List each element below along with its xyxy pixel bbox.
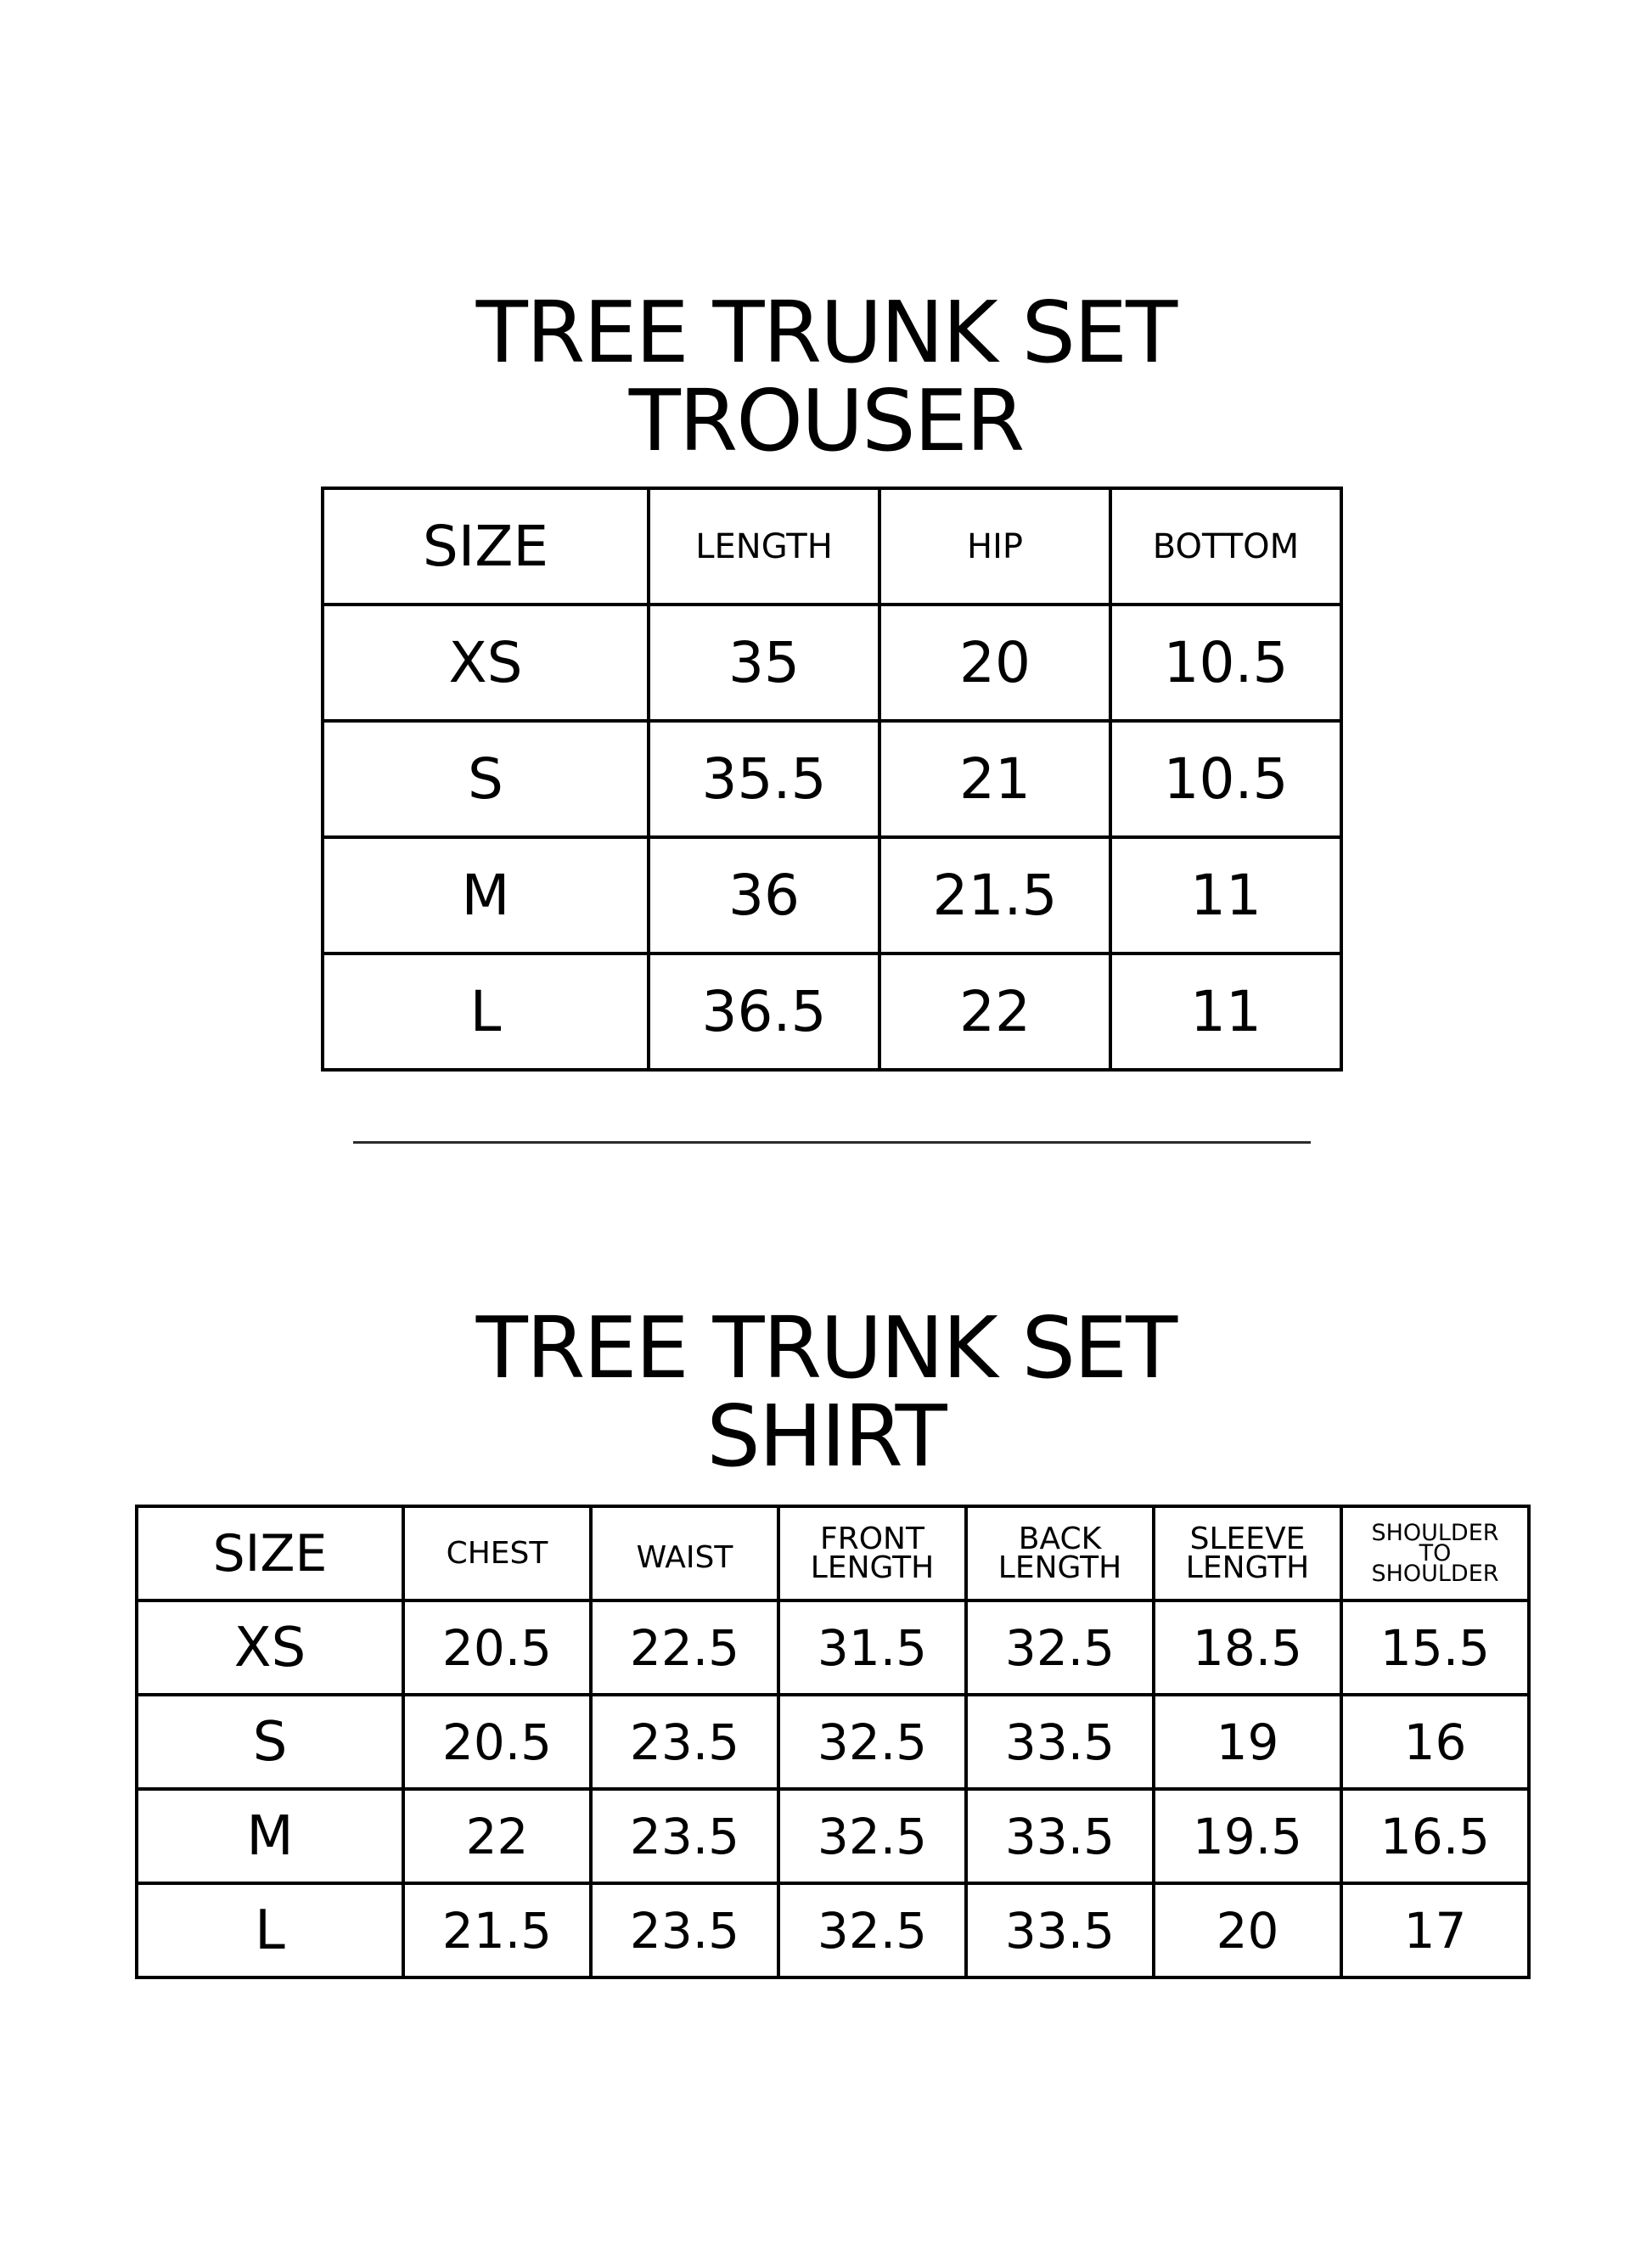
header-chest xyxy=(403,1506,591,1600)
table-row xyxy=(323,837,1341,953)
header-shoulder-line2: TO xyxy=(1419,1539,1452,1567)
header-size xyxy=(137,1506,403,1600)
size-cell: S xyxy=(137,1695,403,1789)
size-cell: S xyxy=(323,721,649,837)
shoulder-cell: 16.5 xyxy=(1341,1789,1529,1883)
header-front-length xyxy=(778,1506,966,1600)
table-row xyxy=(323,953,1341,1070)
header-front-length-line1: FRONT xyxy=(820,1521,924,1556)
size-cell: XS xyxy=(137,1600,403,1695)
table-row xyxy=(137,1695,1529,1789)
chest-cell: 22 xyxy=(403,1789,591,1883)
header-bottom: BOTTOM xyxy=(1110,488,1341,605)
shirt-size-table xyxy=(135,1505,1531,1979)
trouser-title-line2: TROUSER xyxy=(628,371,1024,470)
header-size: SIZE xyxy=(323,488,649,605)
hip-cell: 21 xyxy=(879,721,1110,837)
table-row xyxy=(137,1789,1529,1883)
header-sleeve-length-line2: LENGTH xyxy=(1185,1550,1310,1585)
shoulder-cell: 16 xyxy=(1341,1695,1529,1789)
table-row xyxy=(137,1883,1529,1977)
header-size-label: SIZE xyxy=(212,1523,328,1584)
back-length-cell: 32.5 xyxy=(966,1600,1154,1695)
header-front-length-line2: LENGTH xyxy=(810,1550,935,1585)
waist-cell: 23.5 xyxy=(591,1789,778,1883)
back-length-cell: 33.5 xyxy=(966,1883,1154,1977)
sleeve-length-cell: 20 xyxy=(1154,1883,1341,1977)
front-length-cell: 32.5 xyxy=(778,1883,966,1977)
hip-cell: 20 xyxy=(879,605,1110,721)
header-waist-label: WAIST xyxy=(636,1539,733,1575)
bottom-cell: 10.5 xyxy=(1110,721,1341,837)
size-cell: M xyxy=(137,1789,403,1883)
front-length-cell: 32.5 xyxy=(778,1789,966,1883)
size-cell: M xyxy=(323,837,649,953)
section-divider xyxy=(353,1141,1311,1144)
hip-cell: 22 xyxy=(879,953,1110,1070)
length-cell: 35.5 xyxy=(649,721,879,837)
header-sleeve-length-line1: SLEEVE xyxy=(1189,1521,1306,1556)
shoulder-cell: 15.5 xyxy=(1341,1600,1529,1695)
header-shoulder-line3: SHOULDER xyxy=(1371,1560,1499,1587)
sleeve-length-cell: 18.5 xyxy=(1154,1600,1341,1695)
table-row xyxy=(323,721,1341,837)
size-cell: L xyxy=(137,1883,403,1977)
length-cell: 35 xyxy=(649,605,879,721)
waist-cell: 23.5 xyxy=(591,1695,778,1789)
length-cell: 36 xyxy=(649,837,879,953)
table-row xyxy=(137,1600,1529,1695)
trouser-size-table xyxy=(321,487,1343,1072)
header-back-length-line2: LENGTH xyxy=(997,1550,1122,1585)
table-row xyxy=(323,605,1341,721)
shirt-title-line1: TREE TRUNK SET xyxy=(475,1298,1177,1398)
table-header-row xyxy=(137,1506,1529,1600)
header-shoulder-to-shoulder xyxy=(1341,1506,1529,1600)
header-length: LENGTH xyxy=(649,488,879,605)
back-length-cell: 33.5 xyxy=(966,1789,1154,1883)
waist-cell: 22.5 xyxy=(591,1600,778,1695)
header-hip: HIP xyxy=(879,488,1110,605)
shoulder-cell: 17 xyxy=(1341,1883,1529,1977)
bottom-cell: 10.5 xyxy=(1110,605,1341,721)
shirt-title-line2: SHIRT xyxy=(706,1387,946,1486)
sleeve-length-cell: 19.5 xyxy=(1154,1789,1341,1883)
shirt-title xyxy=(0,1298,1652,1486)
chest-cell: 20.5 xyxy=(403,1695,591,1789)
header-shoulder-line1: SHOULDER xyxy=(1371,1519,1499,1546)
header-waist xyxy=(591,1506,778,1600)
front-length-cell: 31.5 xyxy=(778,1600,966,1695)
length-cell: 36.5 xyxy=(649,953,879,1070)
waist-cell: 23.5 xyxy=(591,1883,778,1977)
size-cell: XS xyxy=(323,605,649,721)
trouser-title xyxy=(0,283,1652,470)
back-length-cell: 33.5 xyxy=(966,1695,1154,1789)
table-header-row xyxy=(323,488,1341,605)
trouser-title-line1: TREE TRUNK SET xyxy=(475,283,1177,382)
size-cell: L xyxy=(323,953,649,1070)
header-sleeve-length xyxy=(1154,1506,1341,1600)
sleeve-length-cell: 19 xyxy=(1154,1695,1341,1789)
chest-cell: 21.5 xyxy=(403,1883,591,1977)
front-length-cell: 32.5 xyxy=(778,1695,966,1789)
header-back-length xyxy=(966,1506,1154,1600)
hip-cell: 21.5 xyxy=(879,837,1110,953)
chest-cell: 20.5 xyxy=(403,1600,591,1695)
bottom-cell: 11 xyxy=(1110,953,1341,1070)
header-chest-label: CHEST xyxy=(446,1535,548,1571)
header-back-length-line1: BACK xyxy=(1018,1521,1102,1556)
bottom-cell: 11 xyxy=(1110,837,1341,953)
